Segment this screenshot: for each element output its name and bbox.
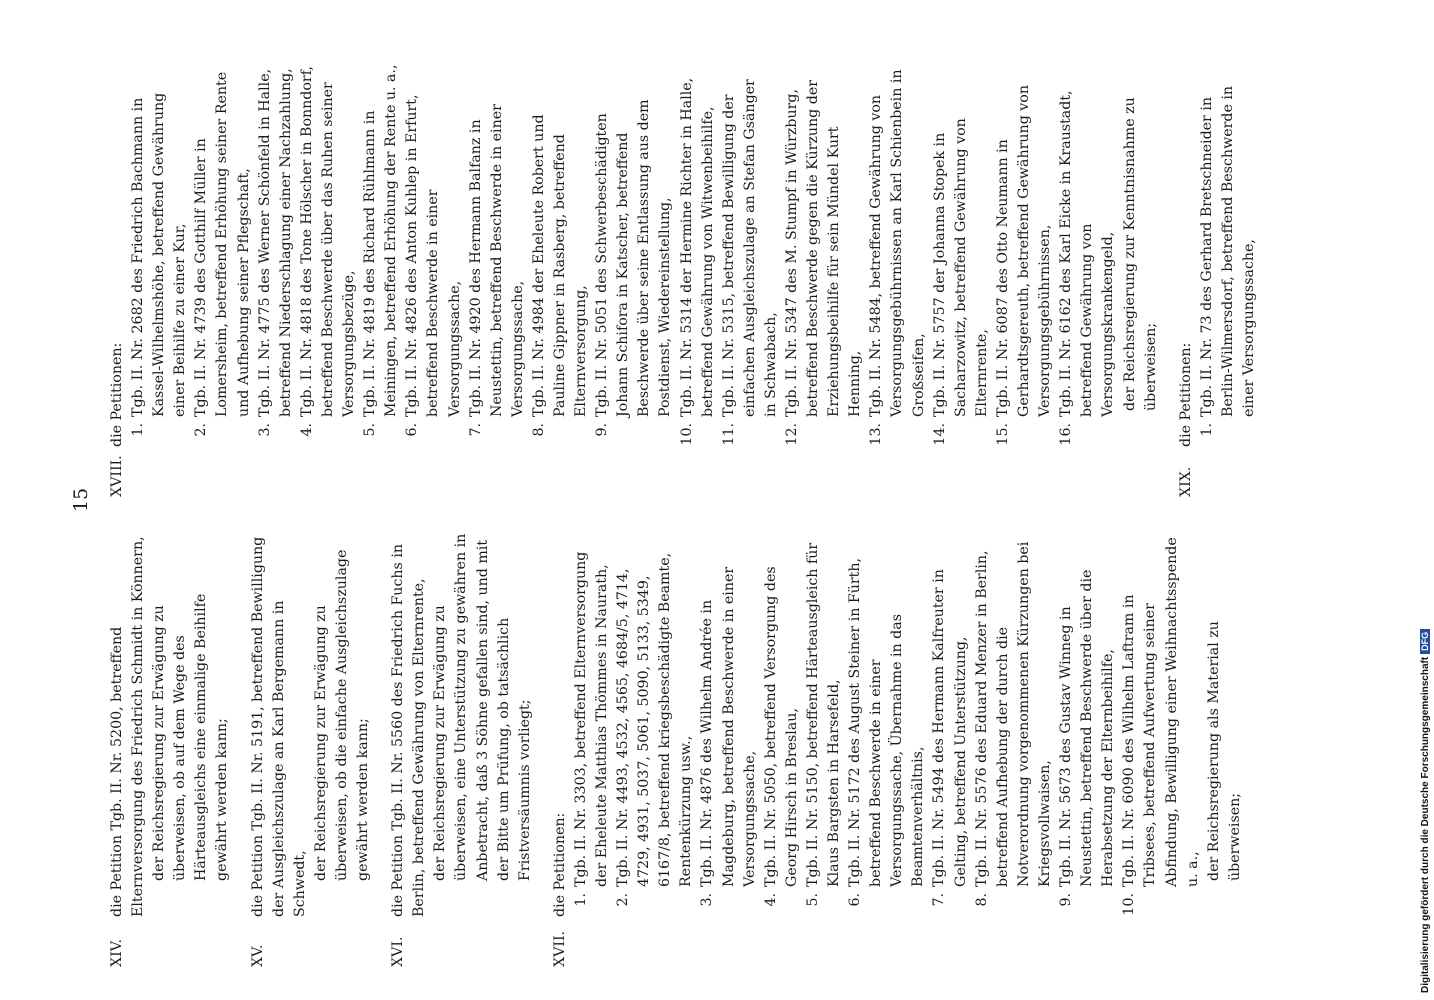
list-item (1056, 62, 1119, 447)
list-item (297, 62, 360, 447)
page-number: 15 (70, 487, 92, 512)
item-number: 16. (1058, 423, 1075, 446)
item-text: Tgb. II. Nr. 4984 der Eheleute Robert und Pauline Gippner in Rasberg, betreffend Elternversorgung, (530, 114, 590, 417)
item-number: 14. (931, 423, 948, 446)
list-item (1197, 62, 1260, 447)
item-number: 8. (530, 423, 547, 437)
list-item (592, 62, 676, 447)
section-xvii (550, 532, 1246, 967)
section-number: XIX. (1177, 466, 1194, 497)
item-text: Tgb. II. Nr. 5315, betreffend Bewilligung der einfachen Ausgleichszulage an Stefan Gsänger in Schwabach, (720, 79, 779, 417)
section-number: XVII. (551, 930, 568, 967)
list-item (1056, 532, 1119, 917)
section-intro: die Petitionen: (551, 812, 568, 917)
section-decision: der Reichsregierung zur Erwägung zu überweisen, ob die einfache Ausgleichszulage gewährt werden kann; (312, 549, 372, 881)
list-item (972, 532, 1056, 917)
list-item (1119, 532, 1203, 917)
section-xvi (388, 532, 536, 967)
list-item (697, 532, 760, 917)
item-text: Tgb. II. Nr. 5576 des Eduard Menzer in Berlin, betreffend Aufhebung der durch die Notverordnung vorgenommenen Kürzungen bei Kriegsvollwaisen, (973, 541, 1053, 887)
item-number: 1. (1198, 423, 1215, 437)
list-item (255, 62, 297, 447)
list-item (845, 532, 929, 917)
list-item (929, 532, 971, 917)
list-item (571, 532, 613, 917)
item-number: 11. (720, 423, 737, 446)
item-text: Tgb. II. Nr. 4876 des Wilhelm Andrée in Magdeburg, betreffend Beschwerde in einer Versorgungssache, (699, 566, 758, 887)
item-text: Tgb. II. Nr. 5484, betreffend Gewährung von Versorgungsgebührnissen an Karl Schienbein in Großseifen, (868, 69, 927, 417)
item-text: Tgb. II. Nr. 73 des Gerhard Bretschneider in Berlin-Wilmersdorf, betreffend Beschwerde in einer Versorgungssache, (1198, 85, 1257, 417)
section-xiv (107, 532, 234, 967)
item-number: 2. (193, 423, 210, 437)
right-column (107, 62, 1274, 497)
list-item (782, 62, 866, 447)
item-text: Tgb. II. Nr. 5150, betreffend Härteausgleich für Klaus Bargsten in Harsefeld, (804, 542, 842, 887)
item-number: 13. (868, 423, 885, 446)
list-item (613, 532, 697, 917)
item-text: Tgb. II. Nr. 4493, 4532, 4565, 4684/5, 4714, 4729, 4931, 5037, 5061, 5090, 5133, 5349, 6167/8, betreffend kriegsbeschädigte Beamte, Rentenkürzung usw., (615, 552, 695, 887)
item-number: 9. (1058, 893, 1075, 907)
item-text: Tgb. II. Nr. 6087 des Otto Neumann in Gerhardtsgereuth, betreffend Gewährung von Versorgungsgebührnissen, (994, 85, 1054, 417)
item-number: 6. (847, 893, 864, 907)
list-item (866, 62, 929, 447)
credit-text: Digitalisierung gefördert durch die Deutsche Forschungsgemeinschaft (1420, 656, 1431, 993)
item-text: Tgb. II. Nr. 3303, betreffend Elternversorgung der Eheleute Matthias Thömmes in Naurath, (572, 551, 610, 887)
section-decision: der Reichsregierung als Material zu überweisen; (1205, 621, 1243, 881)
section-intro: die Petitionen: (1177, 342, 1194, 447)
list-item (466, 62, 529, 447)
item-number: 4. (762, 893, 779, 907)
list-item (402, 62, 465, 447)
item-number: 7. (467, 423, 484, 437)
item-text: Tgb. II. Nr. 4819 des Richard Rühlmann in Meiningen, betreffend Erhöhung der Rente u. a., (362, 64, 400, 417)
item-text: Tgb. II. Nr. 2682 des Friedrich Bachmann in Kassel-Wilhelmshöhe, betreffend Gewährung einer Beihilfe zu einer Kur, (130, 92, 189, 417)
section-number: XV. (249, 944, 266, 967)
item-text: Tgb. II. Nr. 5494 des Hermann Kalfreuter in Gelting, betreffend Unterstützung, (931, 569, 969, 887)
section-text: die Petition Tgb. II. Nr. 5191, betreffend Bewilligung der Ausgleichszulage an Karl Bergemann in Schwedt, (249, 536, 308, 917)
item-number: 1. (130, 423, 147, 437)
section-xv (248, 532, 375, 967)
section-text: die Petition Tgb. II. Nr. 5560 des Friedrich Fuchs in Berlin, betreffend Gewährung von Elternrente, (390, 544, 428, 917)
section-intro: die Petitionen: (109, 342, 125, 447)
item-text: Tgb. II. Nr. 5347 des M. Stumpf in Würzburg, betreffend Beschwerde gegen die Kürzung der Erziehungsbeihilfe für sein Mündel Kurt Henning, (784, 80, 864, 417)
section-xix (1176, 62, 1260, 497)
item-number: 7. (931, 893, 948, 907)
list-item (761, 532, 803, 917)
list-item (360, 62, 402, 447)
item-number: 6. (404, 423, 421, 437)
list-item (719, 62, 782, 447)
item-number: 8. (973, 893, 990, 907)
list-item (803, 532, 845, 917)
item-number: 9. (594, 423, 611, 437)
section-decision: der Reichsregierung zur Kenntnisnahme zu überweisen; (1121, 97, 1159, 411)
item-number: 10. (1121, 893, 1138, 916)
section-number: XIV. (109, 939, 125, 967)
item-text: Tgb. II. Nr. 6090 des Wilhelm Laftram in Tribsees, betreffend Aufwertung seiner Abfindung, Bewilligung einer Weihnachtsspende u. a., (1121, 537, 1201, 887)
item-text: Tgb. II. Nr. 5757 der Johanna Stopek in Sacharzowitz, betreffend Gewährung von Elternrente, (931, 118, 990, 417)
section-number: XVI. (390, 936, 407, 967)
list-item (529, 62, 592, 447)
list-item (930, 62, 993, 447)
item-number: 4. (298, 423, 315, 437)
list-item (191, 62, 254, 447)
item-number: 3. (256, 423, 273, 437)
item-text: Tgb. II. Nr. 4775 des Werner Schönfeld in Halle, betreffend Niederschlagung einer Nachzahlung, (256, 68, 294, 417)
item-text: Tgb. II. Nr. 5673 des Gustav Winneg in Neustettin, betreffend Beschwerde über die Herabsetzung der Elternbeihilfe, (1058, 569, 1117, 887)
rotated-page (67, 27, 1432, 967)
section-xviii (107, 62, 1162, 497)
section-decision: der Reichsregierung zur Erwägung zu überweisen, ob auf dem Wege des Härteausgleichs eine einmalige Beihilfe gewährt werden kann; (151, 593, 231, 881)
item-text: Tgb. II. Nr. 4739 des Gotthilf Müller in Lomersheim, betreffend Erhöhung seiner Rente und Aufhebung seiner Pflegschaft, (193, 71, 252, 417)
list-item (993, 62, 1056, 447)
section-text: die Petition Tgb. II. Nr. 5200, betreffend Elternversorgung des Friedrich Schmidt in Könnern, (109, 536, 147, 917)
section-number: XVIII. (109, 455, 125, 497)
item-number: 2. (615, 893, 632, 907)
item-text: Tgb. II. Nr. 5051 des Schwerbeschädigten Johann Schifora in Katscher, betreffend Beschwerde über seine Entlassung aus dem Postdienst, Wiedereinstellung, (594, 99, 674, 417)
item-number: 5. (362, 423, 379, 437)
digitization-credit (1420, 629, 1431, 993)
item-number: 12. (784, 423, 800, 446)
item-number: 3. (699, 893, 716, 907)
dfg-logo-icon: DFG (1420, 629, 1430, 654)
list-item (128, 62, 191, 447)
item-text: Tgb. II. Nr. 4920 des Hermann Balfanz in Neustettin, betreffend Beschwerde in einer Versorgungssache, (467, 104, 526, 417)
left-column (107, 532, 1260, 967)
item-text: Tgb. II. Nr. 5050, betreffend Versorgung des Georg Hirsch in Breslau, (762, 566, 800, 887)
item-number: 1. (572, 893, 589, 907)
item-text: Tgb. II. Nr. 4826 des Anton Kuhlep in Erfurt, betreffend Beschwerde in einer Versorgungssache, (404, 94, 463, 417)
item-text: Tgb. II. Nr. 5172 des August Steiner in Fürth, betreffend Beschwerde in einer Versorgungssache, Übernahme in das Beamtenverhältnis, (847, 558, 927, 887)
section-decision: der Reichsregierung zur Erwägung zu überweisen, eine Unterstützung zu gewähren in Anbetracht, daß 3 Söhne gefallen sind, und mit der Bitte um Prüfung, ob tatsächlich Fristversäumnis vorliegt; (432, 533, 533, 881)
item-text: Tgb. II. Nr. 6162 des Karl Eicke in Kraustadt, betreffend Gewährung von Versorgungskrankengeld, (1058, 90, 1117, 417)
list-item (677, 62, 719, 447)
item-number: 15. (994, 423, 1011, 446)
item-number: 5. (804, 893, 821, 907)
item-text: Tgb. II. Nr. 5314 der Hermine Richter in Halle, betreffend Gewährung von Witwenbeihilfe, (678, 77, 716, 417)
item-text: Tgb. II. Nr. 4818 des Tone Hölscher in Bonndorf, betreffend Beschwerde über das Ruhen seiner Versorgungsbezüge, (298, 66, 358, 417)
item-number: 10. (678, 423, 695, 446)
